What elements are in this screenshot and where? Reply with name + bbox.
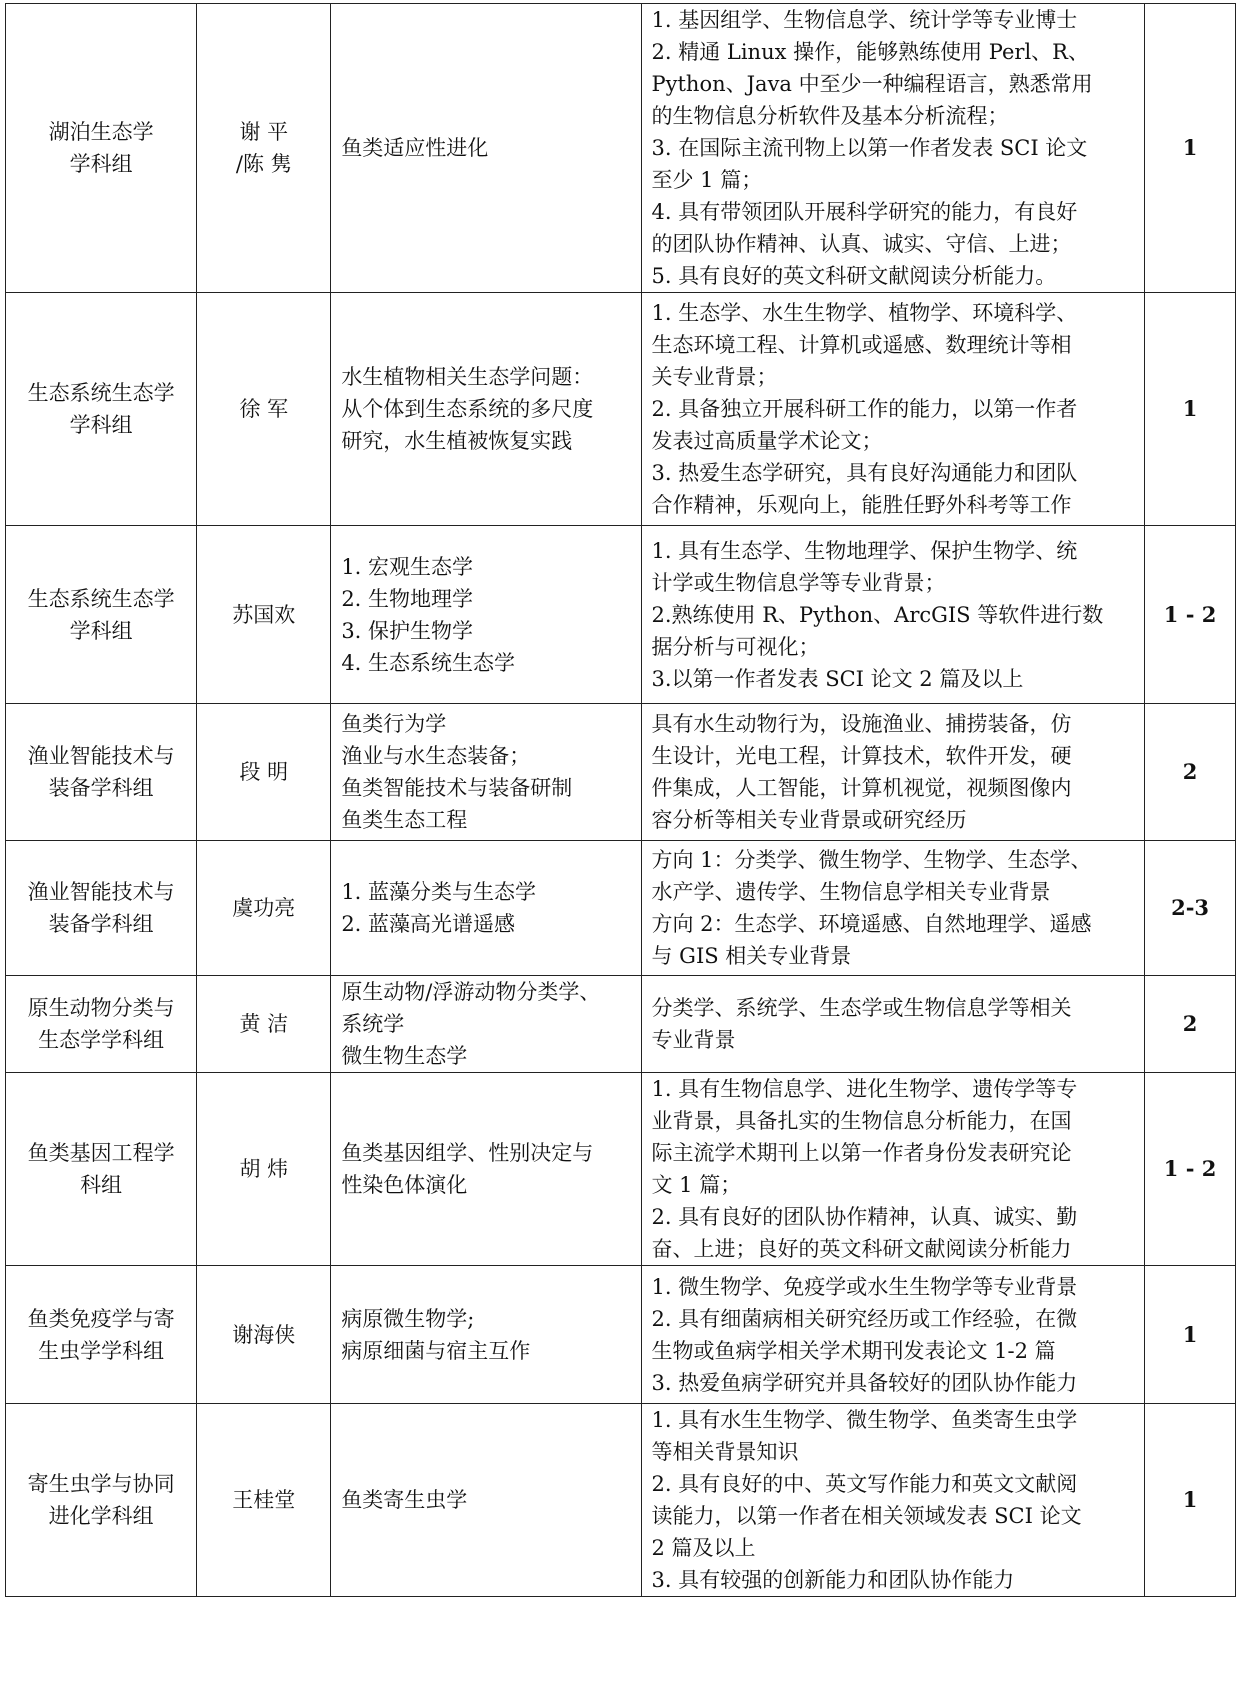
- table-row: [6, 704, 1236, 841]
- headcount-cell: 2: [1145, 976, 1236, 1073]
- requirements-cell-line: 方向 1：分类学、微生物学、生物学、生态学、: [651, 848, 1092, 872]
- research-group-cell-line: 学科组: [69, 618, 133, 643]
- supervisor-cell-line: 苏国欢: [232, 602, 296, 627]
- supervisor-cell: [197, 4, 331, 293]
- requirements-cell-line: 读能力，以第一作者在相关领域发表 SCI 论文: [651, 1504, 1082, 1528]
- requirements-cell-line: 1. 具有水生生物学、微生物学、鱼类寄生虫学: [651, 1408, 1078, 1432]
- requirements-cell-line: 5. 具有良好的英文科研文献阅读分析能力。: [651, 264, 1057, 288]
- research-direction-cell: [331, 841, 641, 976]
- research-direction-cell-line: 性染色体演化: [341, 1173, 468, 1197]
- research-group-cell-line: 生态系统生态学: [27, 381, 175, 405]
- research-direction-cell-line: 系统学: [341, 1012, 405, 1036]
- requirements-cell-line: 1. 生态学、水生生物学、植物学、环境科学、: [651, 301, 1078, 325]
- requirements-cell: [641, 976, 1145, 1073]
- research-group-cell-line: 装备学科组: [48, 776, 154, 800]
- requirements-cell-line: 3. 热爱生态学研究，具有良好沟通能力和团队: [651, 461, 1078, 485]
- research-direction-cell: [331, 1073, 641, 1266]
- research-group-cell-line: 学科组: [69, 413, 133, 437]
- table-row: [6, 526, 1236, 704]
- research-direction-cell-line: 微生物生态学: [341, 1044, 468, 1068]
- requirements-cell-line: 3. 在国际主流刊物上以第一作者发表 SCI 论文: [651, 136, 1088, 160]
- research-group-cell-line: 科组: [80, 1173, 123, 1197]
- research-group-cell-line: 渔业智能技术与: [27, 880, 175, 904]
- research-group-cell-line: 渔业智能技术与: [27, 744, 175, 768]
- research-group-cell-line: 原生动物分类与: [27, 996, 175, 1020]
- supervisor-cell-line: /陈 隽: [235, 152, 292, 176]
- table-row: [6, 293, 1236, 526]
- supervisor-cell: [197, 841, 331, 976]
- research-direction-cell: [331, 4, 641, 293]
- table-row: [6, 976, 1236, 1073]
- research-group-cell: [6, 1073, 197, 1266]
- research-direction-cell-line: 水生植物相关生态学问题：: [341, 365, 594, 389]
- research-direction-cell: [331, 1404, 641, 1597]
- research-direction-cell-line: 2. 生物地理学: [341, 586, 474, 611]
- requirements-cell-line: 容分析等相关专业背景或研究经历: [651, 808, 967, 832]
- supervisor-cell: [197, 976, 331, 1073]
- requirements-cell-line: 分类学、系统学、生态学或生物信息学等相关: [651, 996, 1072, 1020]
- research-direction-cell-line: 从个体到生态系统的多尺度: [341, 397, 594, 421]
- research-direction-cell: [331, 293, 641, 526]
- research-direction-cell-line: 鱼类适应性进化: [341, 136, 489, 160]
- requirements-cell-line: 合作精神，乐观向上，能胜任野外科考等工作: [651, 493, 1072, 517]
- requirements-cell-line: 1. 微生物学、免疫学或水生生物学等专业背景: [651, 1274, 1078, 1299]
- research-direction-cell-line: 鱼类基因组学、性别决定与: [341, 1141, 594, 1165]
- requirements-cell-line: 关专业背景；: [651, 365, 778, 389]
- supervisor-cell-line: 谢海侠: [232, 1322, 296, 1347]
- requirements-cell-line: 4. 具有带领团队开展科学研究的能力，有良好: [651, 200, 1078, 224]
- requirements-cell: [641, 526, 1145, 704]
- supervisor-cell: [197, 1404, 331, 1597]
- supervisor-cell: [197, 293, 331, 526]
- research-direction-cell-line: 1. 蓝藻分类与生态学: [341, 880, 537, 904]
- requirements-cell-line: 1. 基因组学、生物信息学、统计学等专业博士: [651, 8, 1078, 32]
- research-group-cell: [6, 526, 197, 704]
- headcount-cell: 1: [1145, 1404, 1236, 1597]
- requirements-cell-line: 3. 具有较强的创新能力和团队协作能力: [651, 1568, 1015, 1592]
- headcount-cell: 1: [1145, 293, 1236, 526]
- research-direction-cell-line: 鱼类行为学: [341, 712, 447, 736]
- research-direction-cell-line: 病原细菌与宿主互作: [341, 1338, 531, 1363]
- requirements-cell-line: 奋、上进；良好的英文科研文献阅读分析能力: [651, 1237, 1072, 1261]
- research-group-cell-line: 生虫学学科组: [38, 1338, 165, 1363]
- research-direction-cell: [331, 1266, 641, 1404]
- requirements-cell-line: 文 1 篇；: [651, 1173, 742, 1197]
- research-group-cell-line: 装备学科组: [48, 912, 154, 936]
- headcount-cell: 2-3: [1145, 841, 1236, 976]
- requirements-cell-line: 的团队协作精神、认真、诚实、守信、上进；: [651, 232, 1072, 256]
- requirements-cell-line: 据分析与可视化；: [651, 634, 820, 659]
- table-row: [6, 1266, 1236, 1404]
- requirements-cell-line: 生设计，光电工程，计算技术，软件开发，硬: [651, 744, 1072, 768]
- table-body: [6, 4, 1236, 1597]
- requirements-cell: [641, 4, 1145, 293]
- research-group-cell-line: 进化学科组: [48, 1504, 154, 1528]
- research-group-cell: [6, 1266, 197, 1404]
- requirements-cell-line: 生态环境工程、计算机或遥感、数理统计等相: [651, 333, 1072, 357]
- table-row: [6, 1404, 1236, 1597]
- research-direction-cell-line: 鱼类生态工程: [341, 808, 468, 832]
- research-direction-cell: [331, 976, 641, 1073]
- headcount-cell: 1 - 2: [1145, 526, 1236, 704]
- recruitment-table: [5, 3, 1236, 1597]
- requirements-cell-line: 等相关背景知识: [651, 1440, 799, 1464]
- requirements-cell-line: 计学或生物信息学等专业背景；: [651, 570, 946, 595]
- requirements-cell-line: 2. 具备独立开展科研工作的能力，以第一作者: [651, 397, 1078, 421]
- research-direction-cell-line: 2. 蓝藻高光谱遥感: [341, 912, 516, 936]
- supervisor-cell-line: 胡 炜: [239, 1157, 289, 1181]
- requirements-cell: [641, 704, 1145, 841]
- research-group-cell-line: 鱼类免疫学与寄: [27, 1306, 175, 1331]
- requirements-cell-line: 3. 热爱鱼病学研究并具备较好的团队协作能力: [651, 1370, 1078, 1395]
- research-group-cell: [6, 4, 197, 293]
- requirements-cell: [641, 1404, 1145, 1597]
- requirements-cell-line: 至少 1 篇；: [651, 168, 763, 192]
- supervisor-cell: [197, 1266, 331, 1404]
- requirements-cell-line: 2 篇及以上: [651, 1536, 756, 1560]
- requirements-cell: [641, 841, 1145, 976]
- table-row: [6, 841, 1236, 976]
- research-direction-cell-line: 1. 宏观生态学: [341, 554, 474, 579]
- requirements-cell-line: 际主流学术期刊上以第一作者身份发表研究论: [651, 1141, 1072, 1165]
- supervisor-cell: [197, 1073, 331, 1266]
- headcount-cell: 2: [1145, 704, 1236, 841]
- requirements-cell-line: 方向 2：生态学、环境遥感、自然地理学、遥感: [651, 912, 1092, 936]
- research-group-cell-line: 学科组: [69, 152, 133, 176]
- research-direction-cell-line: 病原微生物学;: [341, 1306, 475, 1331]
- requirements-cell-line: 业背景，具备扎实的生物信息分析能力，在国: [651, 1109, 1072, 1133]
- requirements-cell-line: 发表过高质量学术论文；: [651, 429, 883, 453]
- research-direction-cell-line: 原生动物/浮游动物分类学、: [341, 980, 601, 1004]
- requirements-cell-line: 2. 具有细菌病相关研究经历或工作经验，在微: [651, 1306, 1078, 1331]
- requirements-cell: [641, 1073, 1145, 1266]
- requirements-cell-line: 的生物信息分析软件及基本分析流程；: [651, 104, 1009, 128]
- research-group-cell: [6, 841, 197, 976]
- requirements-cell-line: 专业背景: [651, 1028, 736, 1052]
- research-group-cell: [6, 704, 197, 841]
- requirements-cell-line: Python、Java 中至少一种编程语言，熟悉常用: [651, 72, 1093, 96]
- research-group-cell-line: 生态系统生态学: [27, 586, 175, 611]
- supervisor-cell-line: 黄 洁: [239, 1012, 289, 1036]
- table-row: [6, 4, 1236, 293]
- research-direction-cell: [331, 704, 641, 841]
- research-direction-cell: [331, 526, 641, 704]
- supervisor-cell-line: 段 明: [239, 760, 289, 784]
- research-group-cell-line: 寄生虫学与协同: [27, 1472, 175, 1496]
- research-direction-cell-line: 3. 保护生物学: [341, 618, 474, 643]
- requirements-cell-line: 2.熟练使用 R、Python、ArcGIS 等软件进行数: [651, 602, 1104, 627]
- headcount-cell: 1: [1145, 1266, 1236, 1404]
- requirements-cell-line: 2. 具有良好的中、英文写作能力和英文文献阅: [651, 1472, 1078, 1496]
- research-group-cell: [6, 293, 197, 526]
- supervisor-cell-line: 王桂堂: [232, 1488, 296, 1512]
- research-direction-cell-line: 鱼类寄生虫学: [341, 1488, 468, 1512]
- requirements-cell-line: 1. 具有生态学、生物地理学、保护生物学、统: [651, 538, 1078, 563]
- research-direction-cell-line: 4. 生态系统生态学: [341, 650, 516, 675]
- research-direction-cell-line: 渔业与水生态装备；: [341, 744, 531, 768]
- supervisor-cell-line: 徐 军: [239, 397, 289, 421]
- requirements-cell-line: 具有水生动物行为，设施渔业、捕捞装备，仿: [651, 712, 1072, 736]
- research-group-cell-line: 生态学学科组: [38, 1028, 165, 1052]
- table-row: [6, 1073, 1236, 1266]
- requirements-cell-line: 件集成，人工智能，计算机视觉，视频图像内: [651, 776, 1072, 800]
- requirements-cell-line: 3.以第一作者发表 SCI 论文 2 篇及以上: [651, 666, 1024, 691]
- supervisor-cell: [197, 704, 331, 841]
- supervisor-cell-line: 谢 平: [239, 120, 289, 144]
- requirements-cell-line: 与 GIS 相关专业背景: [651, 944, 852, 968]
- research-group-cell-line: 鱼类基因工程学: [27, 1141, 175, 1165]
- requirements-cell-line: 生物或鱼病学相关学术期刊发表论文 1-2 篇: [651, 1338, 1056, 1363]
- research-direction-cell-line: 研究，水生植被恢复实践: [341, 429, 573, 453]
- requirements-cell-line: 2. 精通 Linux 操作，能够熟练使用 Perl、R、: [651, 40, 1089, 64]
- research-direction-cell-line: 鱼类智能技术与装备研制: [341, 776, 573, 800]
- requirements-cell-line: 2. 具有良好的团队协作精神，认真、诚实、勤: [651, 1205, 1078, 1229]
- requirements-cell-line: 水产学、遗传学、生物信息学相关专业背景: [651, 880, 1051, 904]
- supervisor-cell: [197, 526, 331, 704]
- headcount-cell: 1: [1145, 4, 1236, 293]
- supervisor-cell-line: 虞功亮: [232, 896, 296, 920]
- requirements-cell: [641, 293, 1145, 526]
- research-group-cell-line: 湖泊生态学: [48, 120, 154, 144]
- research-group-cell: [6, 1404, 197, 1597]
- headcount-cell: 1 - 2: [1145, 1073, 1236, 1266]
- requirements-cell-line: 1. 具有生物信息学、进化生物学、遗传学等专: [651, 1077, 1078, 1101]
- requirements-cell: [641, 1266, 1145, 1404]
- research-group-cell: [6, 976, 197, 1073]
